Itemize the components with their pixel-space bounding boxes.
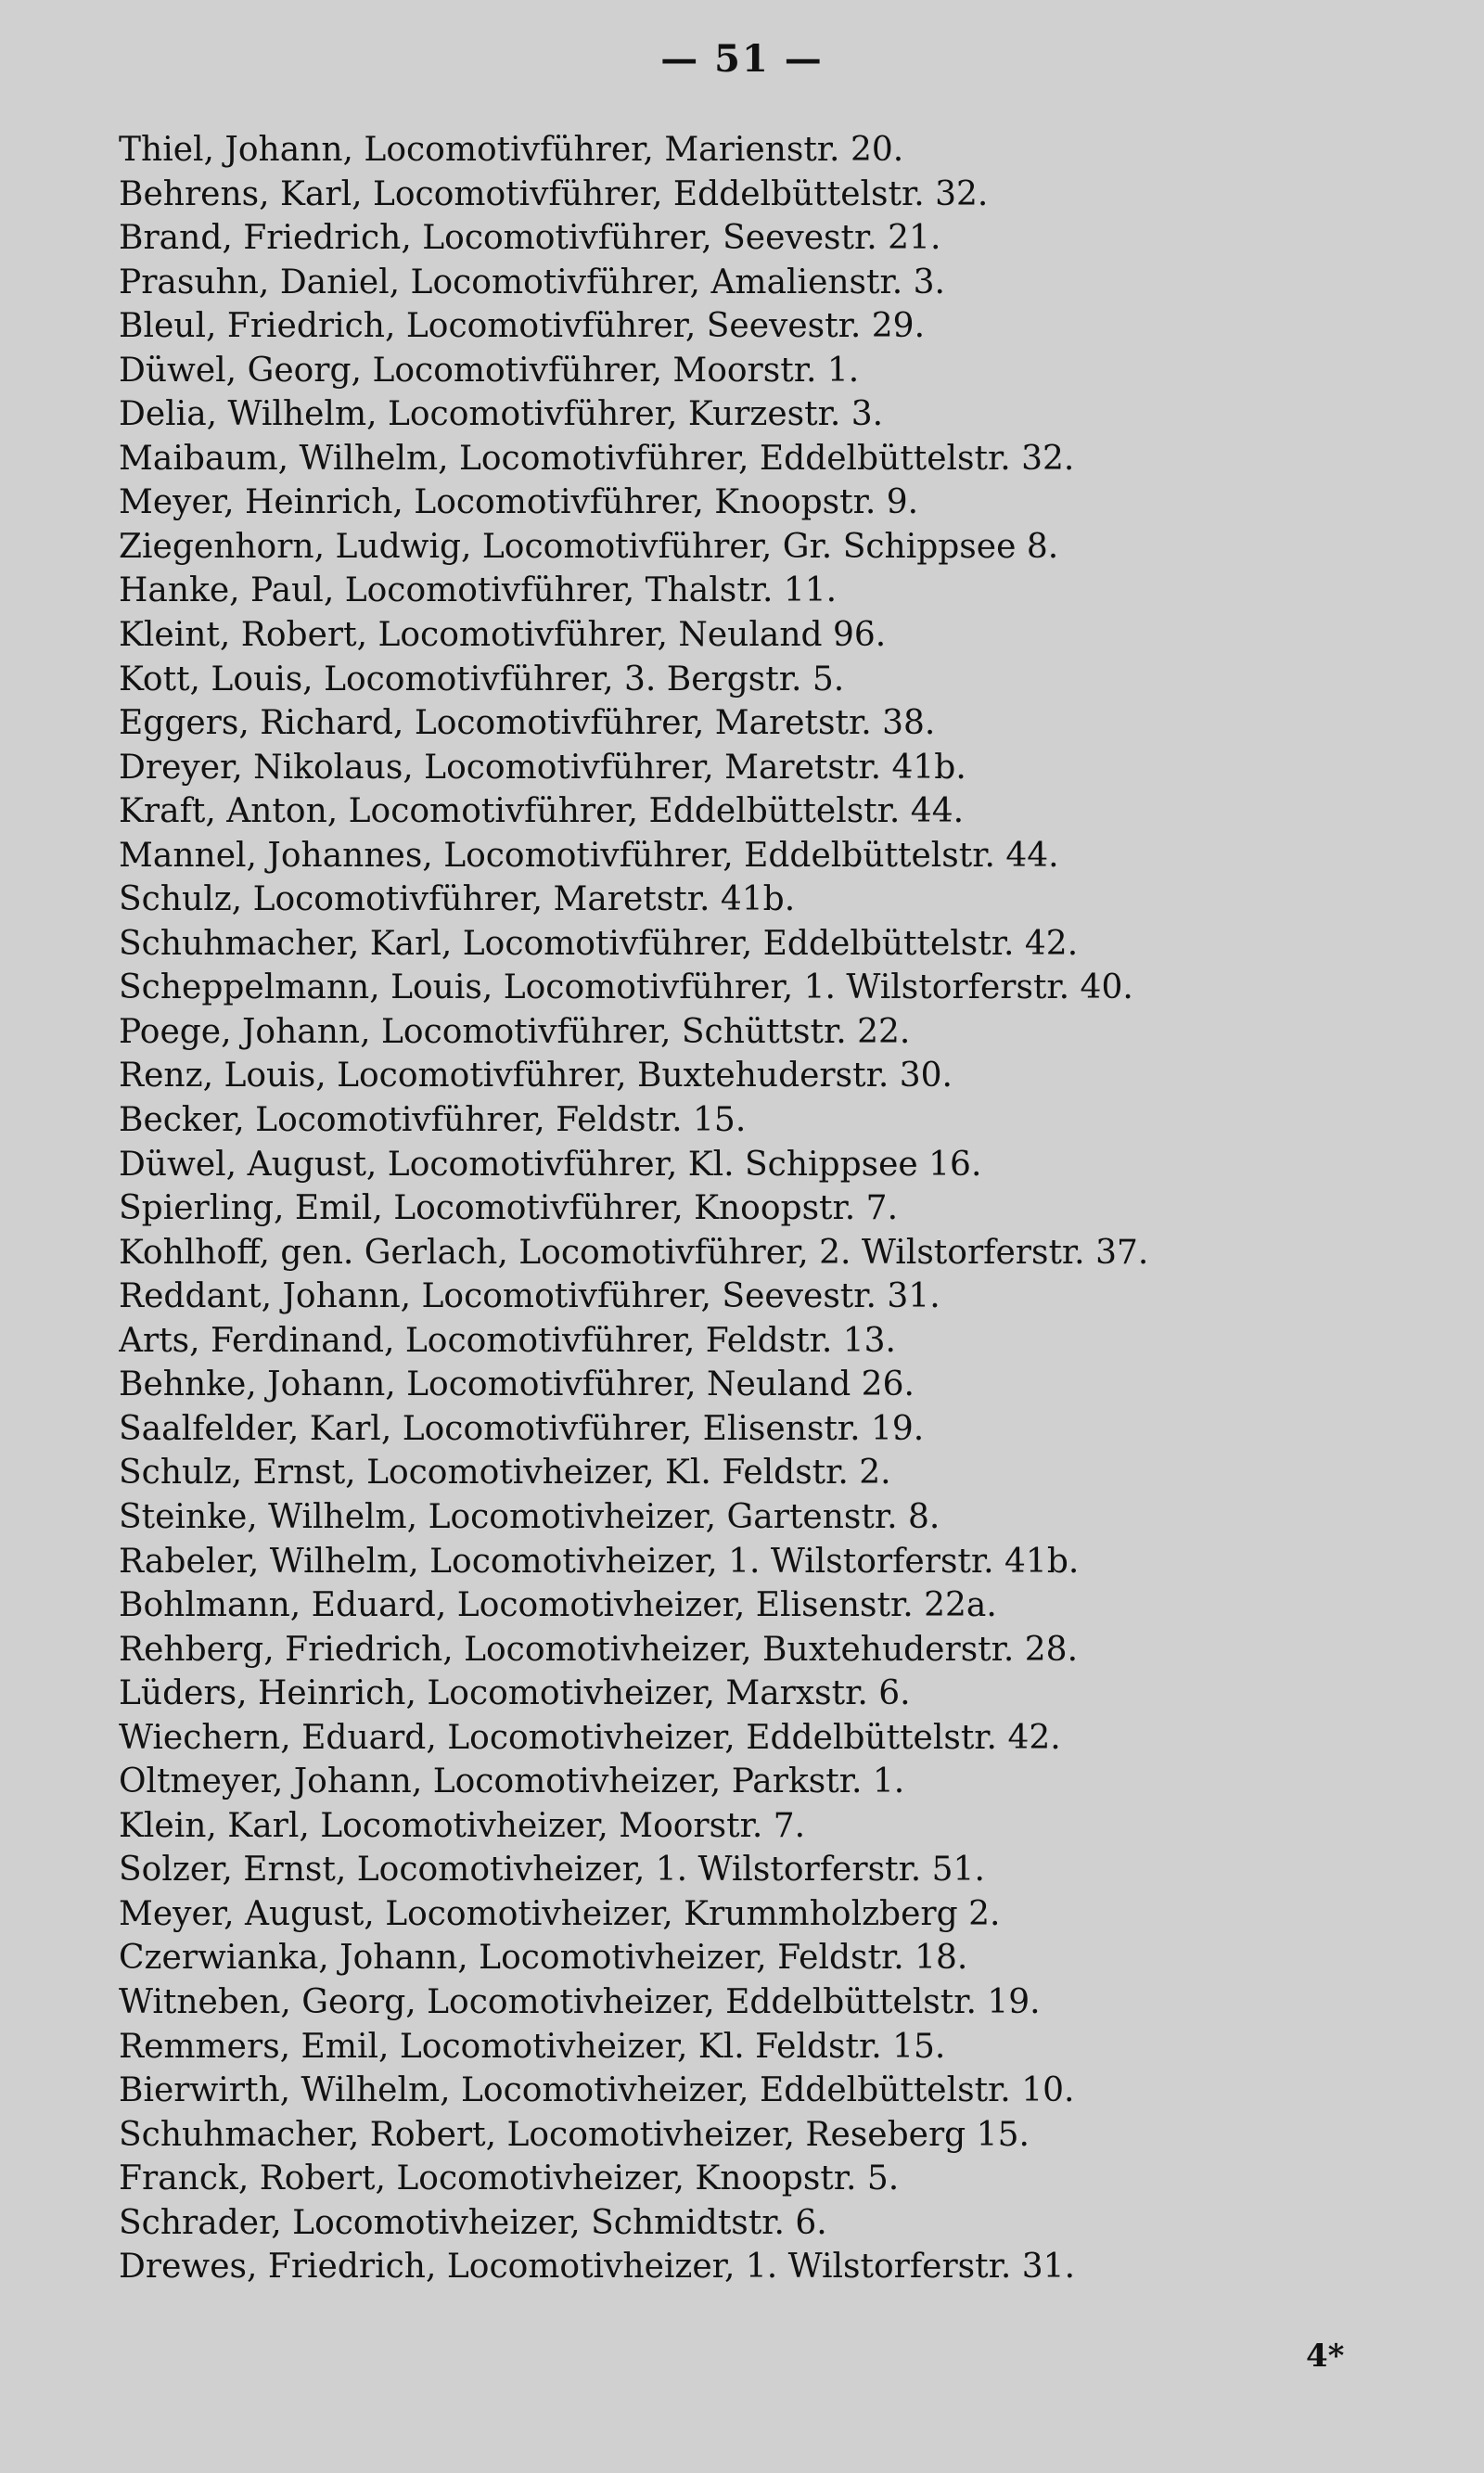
directory-entry: Brand, Friedrich, Locomotivführer, Seevestr. 21.	[119, 219, 941, 258]
directory-entry: Reddant, Johann, Locomotivführer, Seevestr. 31.	[119, 1277, 940, 1316]
directory-entry: Schrader, Locomotivheizer, Schmidtstr. 6.	[119, 2203, 827, 2242]
directory-entry: Rehberg, Friedrich, Locomotivheizer, Buxtehuderstr. 28.	[119, 1630, 1079, 1669]
directory-entry: Behnke, Johann, Locomotivführer, Neuland 26.	[119, 1365, 915, 1404]
directory-entry: Bleul, Friedrich, Locomotivführer, Seevestr. 29.	[119, 307, 926, 346]
directory-entry: Scheppelmann, Louis, Locomotivführer, 1. Wilstorferstr. 40.	[119, 968, 1133, 1007]
directory-entry: Rabeler, Wilhelm, Locomotivheizer, 1. Wilstorferstr. 41b.	[119, 1542, 1080, 1581]
directory-entry: Prasuhn, Daniel, Locomotivführer, Amalienstr. 3.	[119, 263, 945, 301]
directory-entry: Mannel, Johannes, Locomotivführer, Eddelbüttelstr. 44.	[119, 836, 1059, 875]
directory-entry: Kleint, Robert, Locomotivführer, Neuland 96.	[119, 616, 887, 655]
directory-entry: Eggers, Richard, Locomotivführer, Maretstr. 38.	[119, 704, 936, 743]
directory-entry: Kraft, Anton, Locomotivführer, Eddelbüttelstr. 44.	[119, 792, 965, 831]
directory-entry: Franck, Robert, Locomotivheizer, Knoopstr. 5.	[119, 2159, 900, 2198]
directory-entry: Schulz, Ernst, Locomotivheizer, Kl. Feldstr. 2.	[119, 1454, 891, 1493]
directory-entry: Witneben, Georg, Locomotivheizer, Eddelbüttelstr. 19.	[119, 1982, 1041, 2021]
directory-entry: Düwel, Georg, Locomotivführer, Moorstr. 1.	[119, 351, 860, 390]
signature-mark: 4*	[1306, 2338, 1345, 2375]
directory-entry: Arts, Ferdinand, Locomotivführer, Feldstr. 13.	[119, 1321, 896, 1360]
directory-entry: Meyer, August, Locomotivheizer, Krummholzberg 2.	[119, 1894, 1001, 1933]
directory-entry: Kohlhoff, gen. Gerlach, Locomotivführer, 2. Wilstorferstr. 37.	[119, 1233, 1149, 1272]
directory-entry: Bohlmann, Eduard, Locomotivheizer, Elisenstr. 22a.	[119, 1586, 997, 1625]
directory-entry: Saalfelder, Karl, Locomotivführer, Elisenstr. 19.	[119, 1409, 925, 1448]
directory-entry: Maibaum, Wilhelm, Locomotivführer, Eddelbüttelstr. 32.	[119, 439, 1075, 478]
directory-entry: Behrens, Karl, Locomotivführer, Eddelbüttelstr. 32.	[119, 174, 989, 213]
directory-entry: Czerwianka, Johann, Locomotivheizer, Feldstr. 18.	[119, 1939, 968, 1978]
directory-entry: Thiel, Johann, Locomotivführer, Marienstr. 20.	[119, 131, 904, 169]
directory-entry: Bierwirth, Wilhelm, Locomotivheizer, Eddelbüttelstr. 10.	[119, 2071, 1075, 2110]
directory-entry: Schulz, Locomotivführer, Maretstr. 41b.	[119, 880, 796, 919]
directory-entry: Drewes, Friedrich, Locomotivheizer, 1. Wilstorferstr. 31.	[119, 2248, 1076, 2287]
directory-entry: Oltmeyer, Johann, Locomotivheizer, Parkstr. 1.	[119, 1762, 905, 1801]
directory-entry: Renz, Louis, Locomotivführer, Buxtehuderstr. 30.	[119, 1057, 953, 1096]
directory-entry: Remmers, Emil, Locomotivheizer, Kl. Feldstr. 15.	[119, 2027, 946, 2066]
directory-entry: Ziegenhorn, Ludwig, Locomotivführer, Gr. Schippsee 8.	[119, 527, 1059, 566]
directory-entry: Steinke, Wilhelm, Locomotivheizer, Gartenstr. 8.	[119, 1497, 940, 1536]
directory-entry: Dreyer, Nikolaus, Locomotivführer, Maretstr. 41b.	[119, 748, 966, 787]
directory-entry: Schuhmacher, Robert, Locomotivheizer, Reseberg 15.	[119, 2115, 1030, 2154]
directory-list	[119, 128, 1436, 2289]
page-number: — 51 —	[660, 37, 824, 81]
directory-entry: Düwel, August, Locomotivführer, Kl. Schippsee 16.	[119, 1145, 982, 1184]
directory-entry: Becker, Locomotivführer, Feldstr. 15.	[119, 1101, 747, 1140]
directory-entry: Kott, Louis, Locomotivführer, 3. Bergstr. 5.	[119, 660, 845, 698]
directory-entry: Solzer, Ernst, Locomotivheizer, 1. Wilstorferstr. 51.	[119, 1851, 985, 1890]
directory-entry: Lüders, Heinrich, Locomotivheizer, Marxstr. 6.	[119, 1674, 911, 1713]
directory-entry: Poege, Johann, Locomotivführer, Schüttstr. 22.	[119, 1012, 911, 1051]
directory-entry: Hanke, Paul, Locomotivführer, Thalstr. 11.	[119, 571, 838, 610]
directory-entry: Meyer, Heinrich, Locomotivführer, Knoopstr. 9.	[119, 483, 919, 522]
directory-entry: Wiechern, Eduard, Locomotivheizer, Eddelbüttelstr. 42.	[119, 1718, 1061, 1757]
directory-entry: Delia, Wilhelm, Locomotivführer, Kurzestr. 3.	[119, 395, 884, 434]
directory-entry: Schuhmacher, Karl, Locomotivführer, Eddelbüttelstr. 42.	[119, 924, 1079, 963]
directory-entry: Klein, Karl, Locomotivheizer, Moorstr. 7.	[119, 1806, 806, 1845]
directory-entry: Spierling, Emil, Locomotivführer, Knoopstr. 7.	[119, 1189, 899, 1228]
